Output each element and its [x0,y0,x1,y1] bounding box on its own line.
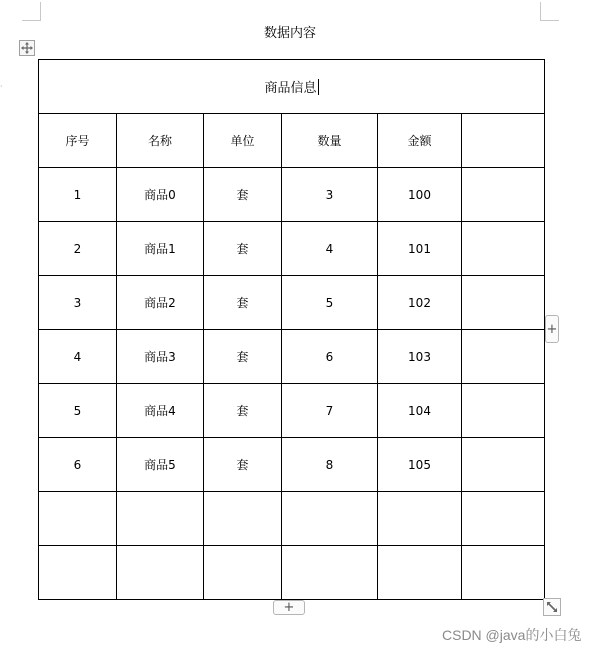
table-cell[interactable]: 102 [378,276,462,330]
table-cell[interactable] [39,492,117,546]
table-cell[interactable]: 100 [378,168,462,222]
table-cell[interactable]: 套 [204,168,282,222]
table-row [39,438,545,492]
table-cell[interactable]: 101 [378,222,462,276]
text-cursor [318,79,319,95]
table-cell[interactable]: 104 [378,384,462,438]
page-corner-top-left [22,2,41,21]
table-cell[interactable] [39,546,117,600]
table-cell[interactable] [204,546,282,600]
table-cell[interactable] [462,276,545,330]
table-cell[interactable] [462,492,545,546]
table-caption-cell[interactable] [39,60,545,114]
table-row [39,546,545,600]
resize-icon [546,601,558,613]
table-resize-handle[interactable] [543,598,561,616]
table-row [39,492,545,546]
page-corner-top-right [540,2,559,21]
table-cell[interactable]: 商品1 [117,222,204,276]
table-cell[interactable]: 商品2 [117,276,204,330]
table-cell[interactable]: 8 [282,438,378,492]
table-move-handle[interactable] [19,40,35,56]
table-cell[interactable] [204,492,282,546]
table-cell[interactable] [378,546,462,600]
move-icon [21,42,33,54]
csdn-watermark: CSDN @java的小白兔 [442,627,582,643]
table-title-row [39,60,545,114]
header-cell[interactable]: 序号 [39,114,117,168]
header-cell[interactable]: 数量 [282,114,378,168]
header-cell[interactable]: 单位 [204,114,282,168]
table-cell[interactable]: 3 [282,168,378,222]
table-cell[interactable]: 套 [204,222,282,276]
table-cell[interactable]: 套 [204,330,282,384]
table-cell[interactable]: 套 [204,384,282,438]
table-cell[interactable] [462,438,545,492]
add-column-button[interactable]: + [545,315,559,343]
table-cell[interactable]: 2 [39,222,117,276]
table-cell[interactable]: 1 [39,168,117,222]
table-cell[interactable]: 4 [282,222,378,276]
table-cell[interactable]: 套 [204,276,282,330]
table-cell[interactable] [462,384,545,438]
table-cell[interactable]: 103 [378,330,462,384]
table-cell[interactable]: 6 [39,438,117,492]
table-cell[interactable]: 商品3 [117,330,204,384]
table-cell[interactable]: 商品5 [117,438,204,492]
table-row [39,276,545,330]
header-cell[interactable] [462,114,545,168]
table-cell[interactable]: 5 [282,276,378,330]
table-cell[interactable]: 商品0 [117,168,204,222]
table-row [39,168,545,222]
table-row [39,222,545,276]
product-table [38,59,545,600]
table-cell[interactable] [282,546,378,600]
table-cell[interactable] [378,492,462,546]
table-caption: 商品信息 [264,81,317,96]
table-row [39,384,545,438]
table-header-row [39,114,545,168]
table-cell[interactable]: 商品4 [117,384,204,438]
table-cell[interactable]: 6 [282,330,378,384]
header-cell[interactable]: 名称 [117,114,204,168]
table-cell[interactable]: 4 [39,330,117,384]
table-cell[interactable] [282,492,378,546]
add-row-button[interactable]: + [273,600,305,615]
table-cell[interactable]: 5 [39,384,117,438]
table-cell[interactable]: 7 [282,384,378,438]
table-cell[interactable] [117,492,204,546]
table-cell[interactable] [117,546,204,600]
document-title: 数据内容 [263,26,316,41]
table-cell[interactable]: 105 [378,438,462,492]
table-cell[interactable] [462,168,545,222]
table-cell[interactable]: 3 [39,276,117,330]
table-cell[interactable] [462,330,545,384]
margin-marker: · [0,82,3,91]
table-cell[interactable] [462,546,545,600]
table-cell[interactable]: 套 [204,438,282,492]
table-row [39,330,545,384]
header-cell[interactable]: 金额 [378,114,462,168]
table-cell[interactable] [462,222,545,276]
